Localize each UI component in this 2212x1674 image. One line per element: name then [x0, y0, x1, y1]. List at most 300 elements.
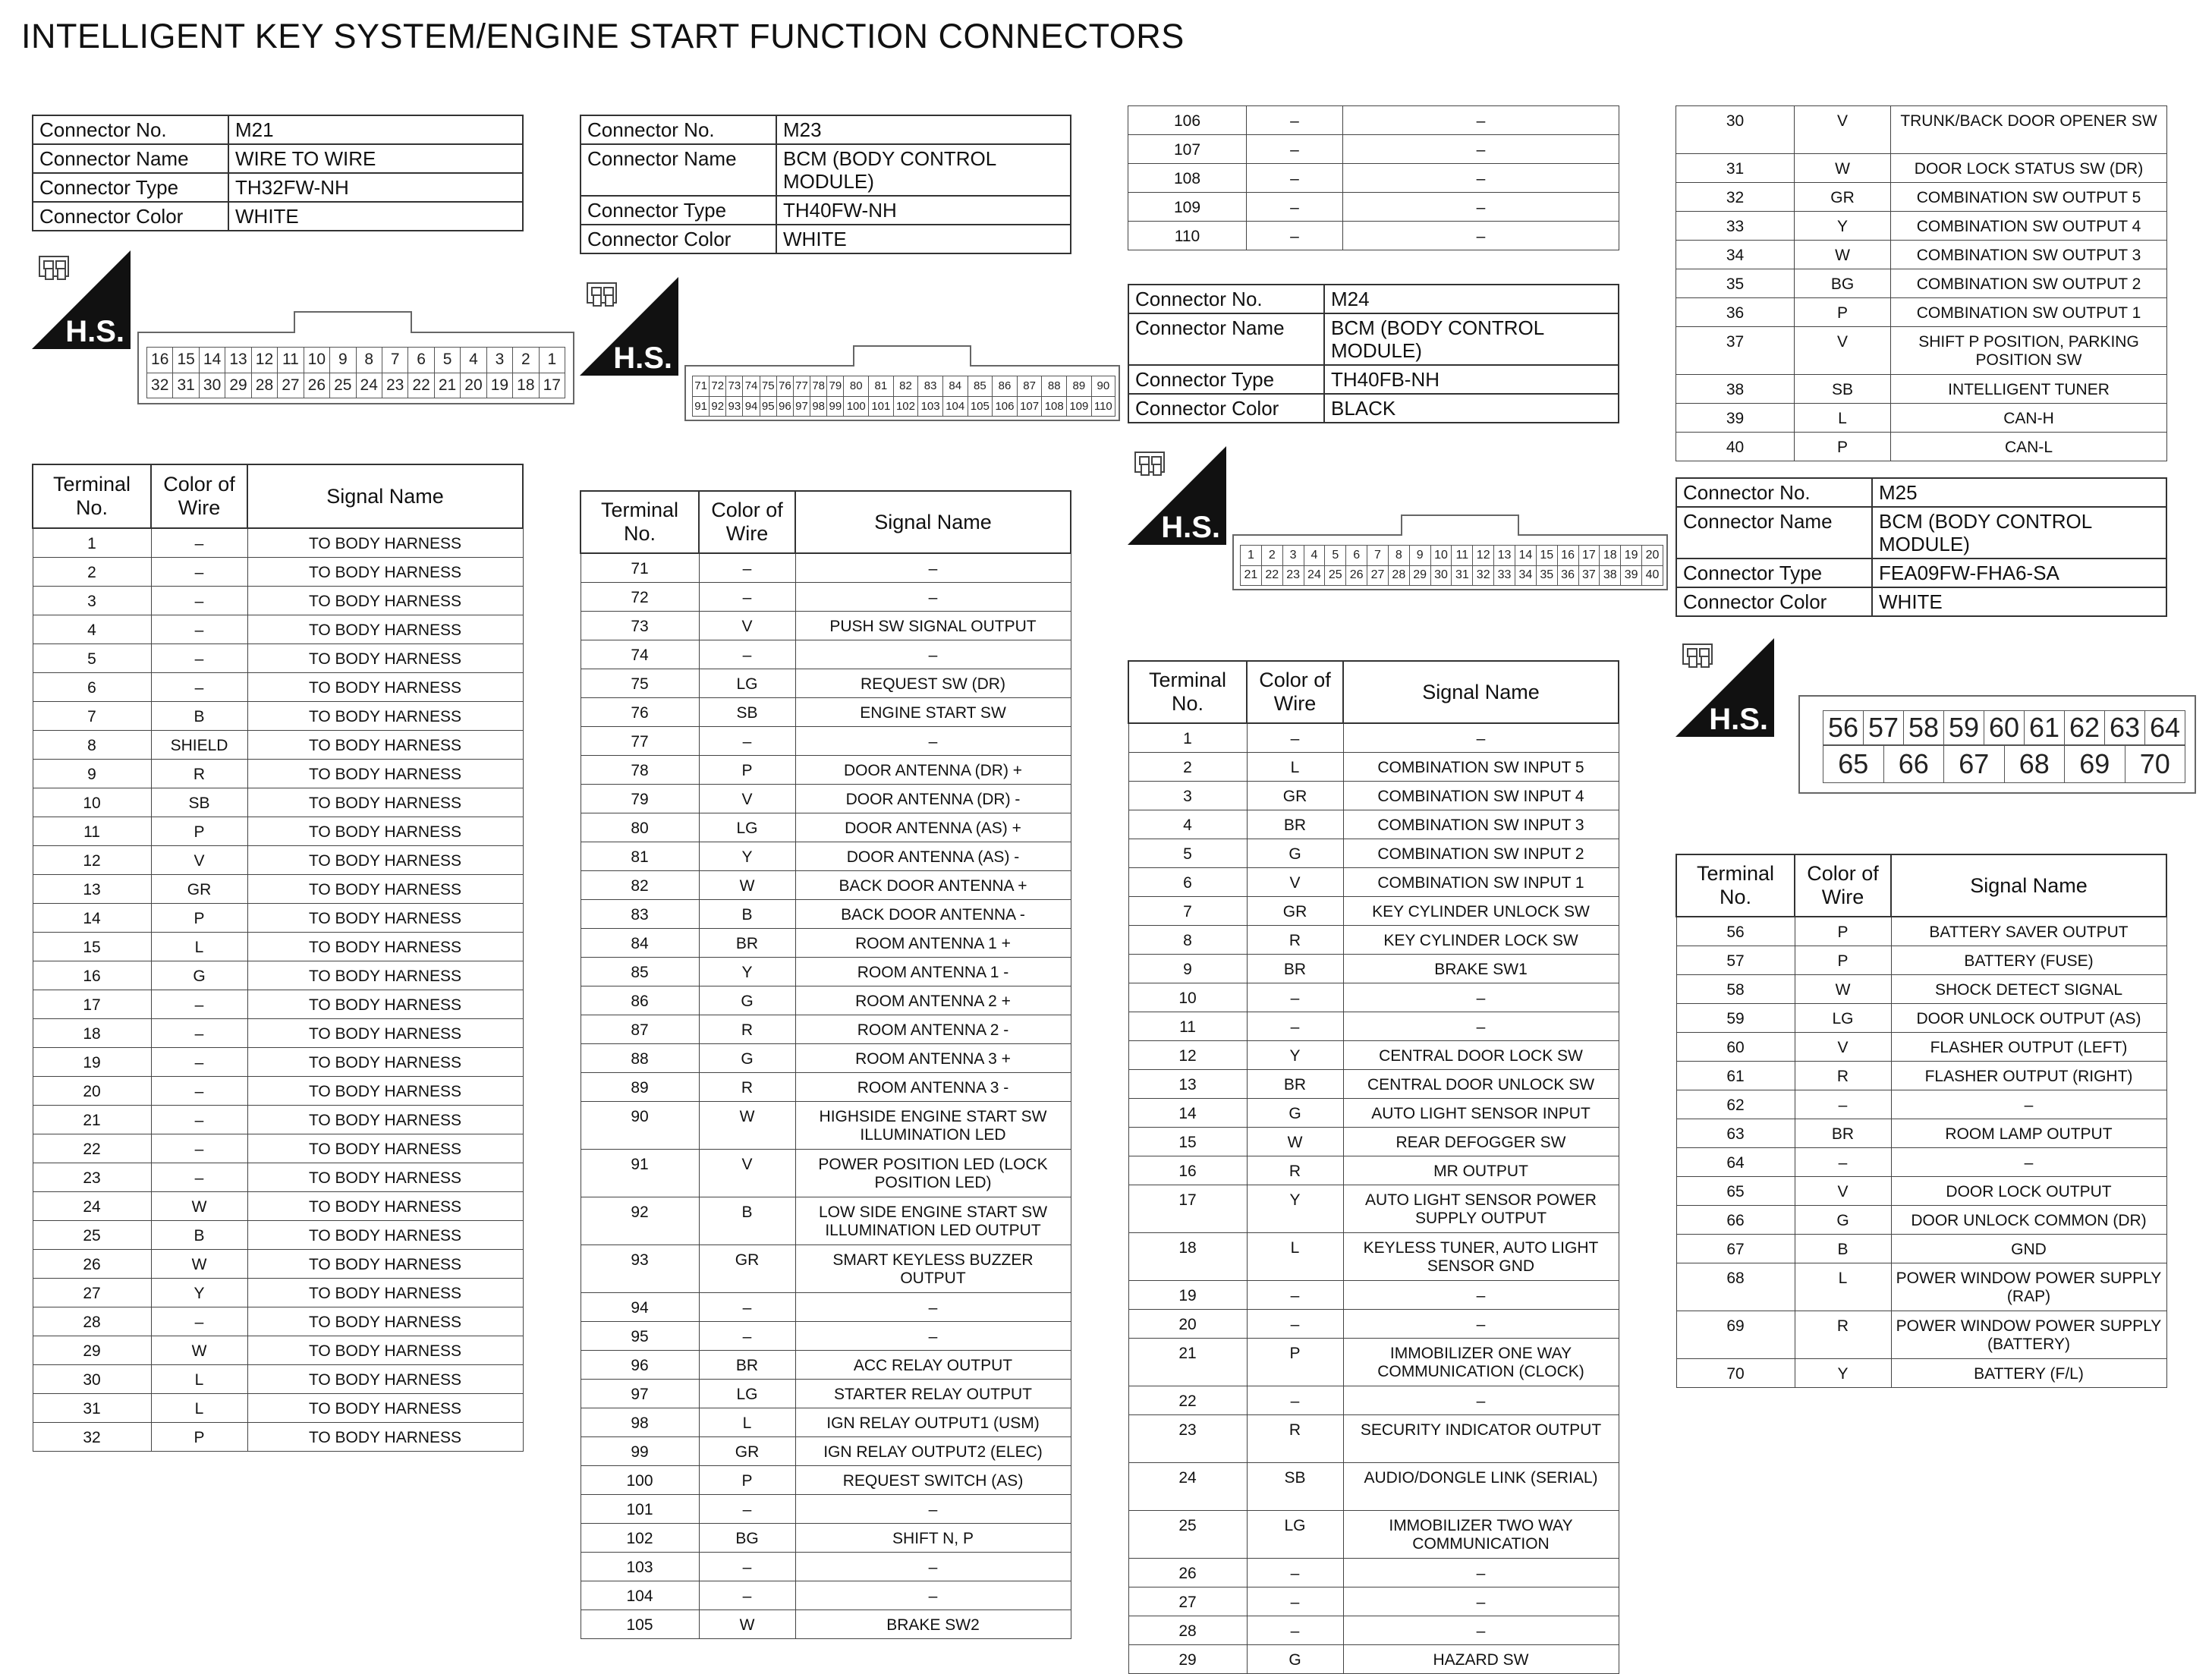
table-row	[33, 1134, 523, 1163]
signal-name-cell: TO BODY HARNESS	[247, 1393, 523, 1422]
signal-name-cell: KEYLESS TUNER, AUTO LIGHT SENSOR GND	[1343, 1232, 1619, 1280]
terminal-no-cell: 92	[581, 1197, 699, 1244]
wire-color-cell: V	[151, 845, 247, 874]
signal-name-cell: TO BODY HARNESS	[247, 1307, 523, 1336]
table-row	[581, 726, 1071, 755]
terminal-no-cell: 97	[581, 1379, 699, 1408]
table-row	[1676, 298, 2167, 327]
signal-name-cell: –	[1891, 1090, 2166, 1119]
terminal-no-cell: 105	[581, 1609, 699, 1638]
pin-cell: 26	[304, 373, 329, 398]
signal-name-cell: COMBINATION SW OUTPUT 2	[1891, 269, 2167, 298]
pin-cell: 71	[693, 376, 710, 397]
terminal-no-cell: 12	[33, 845, 151, 874]
table-row	[581, 611, 1071, 640]
wire-color-cell: BR	[699, 1350, 795, 1379]
pin-cell: 106	[993, 396, 1018, 417]
terminal-no-cell: 70	[1676, 1358, 1795, 1387]
connector-type-value: TH32FW-NH	[228, 173, 523, 202]
signal-name-cell: GND	[1891, 1234, 2166, 1263]
pin-cell: 101	[869, 396, 894, 417]
wire-color-cell: G	[1247, 839, 1343, 867]
terminal-no-cell: 1	[33, 528, 151, 557]
header-terminal-no: Terminal No.	[33, 464, 151, 528]
terminal-no-cell: 84	[581, 928, 699, 957]
label-connector-type: Connector Type	[581, 196, 776, 225]
signal-name-cell: CAN-H	[1891, 404, 2167, 433]
wire-color-cell: –	[151, 586, 247, 615]
signal-name-cell: TO BODY HARNESS	[247, 1220, 523, 1249]
signal-name-cell: TO BODY HARNESS	[247, 586, 523, 615]
wire-color-cell: –	[151, 1163, 247, 1191]
terminal-no-cell: 98	[581, 1408, 699, 1436]
signal-name-cell: DOOR ANTENNA (AS) -	[795, 842, 1071, 870]
pin-cell: 70	[2125, 746, 2185, 783]
terminal-no-cell: 65	[1676, 1176, 1795, 1205]
table-row	[33, 1163, 523, 1191]
signal-name-cell: –	[1343, 135, 1619, 164]
connector-type-value: TH40FB-NH	[1324, 365, 1619, 394]
table-row	[33, 845, 523, 874]
table-row	[1128, 1156, 1619, 1185]
terminal-no-cell: 17	[33, 990, 151, 1018]
signal-name-cell: SECURITY INDICATOR OUTPUT	[1343, 1414, 1619, 1462]
table-row	[1676, 917, 2166, 946]
terminal-no-cell: 10	[1128, 983, 1247, 1012]
signal-name-cell: COMBINATION SW OUTPUT 4	[1891, 212, 2167, 241]
wire-color-cell: –	[1247, 193, 1343, 222]
pin-grid	[692, 376, 1115, 417]
signal-name-cell: –	[795, 726, 1071, 755]
terminal-no-cell: 103	[581, 1552, 699, 1581]
terminal-no-cell: 94	[581, 1292, 699, 1321]
terminal-no-cell: 7	[1128, 896, 1247, 925]
wire-color-cell: R	[1247, 925, 1343, 954]
pin-cell: 56	[1823, 711, 1864, 745]
pin-cell: 28	[1388, 565, 1409, 586]
terminal-no-cell: 78	[581, 755, 699, 784]
pin-cell: 18	[513, 373, 539, 398]
table-row	[33, 1307, 523, 1336]
connector-color-value: BLACK	[1324, 394, 1619, 423]
terminal-no-cell: 25	[33, 1220, 151, 1249]
pin-grid-bottom	[1823, 745, 2185, 783]
wire-table-m24-cont	[1676, 105, 2167, 461]
wire-color-cell: P	[1795, 298, 1891, 327]
pin-cell: 6	[1346, 546, 1367, 566]
signal-name-cell: TO BODY HARNESS	[247, 874, 523, 903]
pin-cell: 20	[1642, 546, 1663, 566]
pin-cell: 96	[776, 396, 793, 417]
pin-cell: 62	[2065, 711, 2105, 745]
pin-grid	[1240, 545, 1663, 586]
header-signal-name: Signal Name	[1343, 661, 1619, 723]
signal-name-cell: –	[1343, 1386, 1619, 1414]
terminal-no-cell: 11	[1128, 1012, 1247, 1040]
signal-name-cell: TO BODY HARNESS	[247, 1364, 523, 1393]
wire-color-cell: P	[1795, 946, 1891, 974]
connector-info-m23	[580, 115, 1071, 254]
terminal-no-cell: 100	[581, 1465, 699, 1494]
table-row	[1128, 135, 1619, 164]
table-row	[33, 903, 523, 932]
terminal-no-cell: 26	[1128, 1558, 1247, 1587]
table-row	[33, 1249, 523, 1278]
signal-name-cell: BACK DOOR ANTENNA +	[795, 870, 1071, 899]
wire-color-cell: R	[1247, 1156, 1343, 1185]
connector-no-value: M24	[1324, 285, 1619, 313]
terminal-no-cell: 37	[1676, 327, 1795, 375]
signal-name-cell: TO BODY HARNESS	[247, 1191, 523, 1220]
table-row	[581, 1015, 1071, 1043]
table-row	[1128, 1462, 1619, 1510]
pin-cell: 4	[1304, 546, 1325, 566]
signal-name-cell: PUSH SW SIGNAL OUTPUT	[795, 611, 1071, 640]
wire-color-cell: R	[699, 1072, 795, 1101]
terminal-no-cell: 3	[33, 586, 151, 615]
pin-cell: 35	[1536, 565, 1557, 586]
terminal-no-cell: 99	[581, 1436, 699, 1465]
signal-name-cell: ACC RELAY OUTPUT	[795, 1350, 1071, 1379]
wire-color-cell: P	[1795, 917, 1891, 946]
label-connector-no: Connector No.	[581, 115, 776, 144]
table-row	[1128, 1644, 1619, 1673]
wire-color-cell: –	[1795, 1090, 1891, 1119]
terminal-no-cell: 33	[1676, 212, 1795, 241]
table-row	[1128, 1587, 1619, 1616]
wire-color-cell: –	[1247, 222, 1343, 250]
table-row	[1128, 1012, 1619, 1040]
wire-color-cell: –	[1247, 1309, 1343, 1338]
wire-color-cell: –	[699, 1321, 795, 1350]
pin-cell: 28	[251, 373, 277, 398]
header-signal-name: Signal Name	[247, 464, 523, 528]
pin-cell: 87	[1017, 376, 1042, 397]
wire-color-cell: W	[1795, 241, 1891, 269]
table-row	[581, 784, 1071, 813]
wire-color-cell: –	[1247, 723, 1343, 752]
table-row	[1128, 1386, 1619, 1414]
signal-name-cell: –	[1343, 193, 1619, 222]
header-terminal-no: Terminal No.	[1128, 661, 1247, 723]
table-row	[33, 1393, 523, 1422]
table-row	[581, 640, 1071, 669]
pin-cell: 100	[844, 396, 869, 417]
signal-name-cell: IGN RELAY OUTPUT2 (ELEC)	[795, 1436, 1071, 1465]
signal-name-cell: COMBINATION SW OUTPUT 5	[1891, 183, 2167, 212]
terminal-no-cell: 7	[33, 701, 151, 730]
signal-name-cell: POWER WINDOW POWER SUPPLY (BATTERY)	[1891, 1311, 2166, 1358]
terminal-no-cell: 8	[33, 730, 151, 759]
wire-color-cell: R	[1247, 1414, 1343, 1462]
pin-cell: 94	[743, 396, 760, 417]
wire-color-cell: GR	[1795, 183, 1891, 212]
table-row	[33, 990, 523, 1018]
signal-name-cell: TO BODY HARNESS	[247, 1163, 523, 1191]
signal-name-cell: –	[1343, 1616, 1619, 1644]
table-row	[33, 961, 523, 990]
wire-color-cell: Y	[699, 957, 795, 986]
wire-color-cell: V	[1795, 106, 1891, 154]
terminal-no-cell: 16	[1128, 1156, 1247, 1185]
wire-color-cell: BR	[1247, 1069, 1343, 1098]
signal-name-cell: ROOM LAMP OUTPUT	[1891, 1119, 2166, 1147]
terminal-no-cell: 15	[33, 932, 151, 961]
signal-name-cell: –	[795, 1292, 1071, 1321]
signal-name-cell: –	[1343, 222, 1619, 250]
table-row	[1676, 1234, 2166, 1263]
wire-color-cell: SHIELD	[151, 730, 247, 759]
terminal-no-cell: 104	[581, 1581, 699, 1609]
pin-cell: 61	[2025, 711, 2065, 745]
table-row	[581, 697, 1071, 726]
table-row	[33, 1018, 523, 1047]
terminal-no-cell: 18	[33, 1018, 151, 1047]
signal-name-cell: DOOR LOCK OUTPUT	[1891, 1176, 2166, 1205]
wire-color-cell: GR	[699, 1436, 795, 1465]
signal-name-cell: TO BODY HARNESS	[247, 615, 523, 643]
wire-color-cell: V	[1795, 1032, 1891, 1061]
pin-cell: 11	[278, 348, 304, 373]
wire-color-cell: BR	[1247, 954, 1343, 983]
wire-color-cell: SB	[151, 788, 247, 817]
table-row	[1128, 954, 1619, 983]
terminal-no-cell: 83	[581, 899, 699, 928]
terminal-no-cell: 11	[33, 817, 151, 845]
terminal-no-cell: 72	[581, 582, 699, 611]
table-row	[1676, 1119, 2166, 1147]
pin-cell: 13	[1494, 546, 1515, 566]
table-row	[33, 932, 523, 961]
signal-name-cell: AUDIO/DONGLE LINK (SERIAL)	[1343, 1462, 1619, 1510]
table-row	[1128, 983, 1619, 1012]
pin-cell: 19	[486, 373, 512, 398]
pin-cell: 16	[147, 348, 173, 373]
pin-cell: 67	[1944, 746, 2005, 783]
pin-cell: 24	[356, 373, 382, 398]
terminal-no-cell: 86	[581, 986, 699, 1015]
table-row	[581, 813, 1071, 842]
terminal-no-cell: 26	[33, 1249, 151, 1278]
table-row	[1676, 1090, 2166, 1119]
signal-name-cell: –	[1343, 1558, 1619, 1587]
table-row	[1676, 974, 2166, 1003]
wire-color-cell: Y	[1247, 1185, 1343, 1232]
signal-name-cell: REQUEST SWITCH (AS)	[795, 1465, 1071, 1494]
pin-row-bottom	[1823, 746, 2185, 783]
terminal-no-cell: 77	[581, 726, 699, 755]
terminal-no-cell: 16	[33, 961, 151, 990]
pin-cell: 73	[726, 376, 743, 397]
pin-cell: 89	[1067, 376, 1092, 397]
wire-color-cell: Y	[151, 1278, 247, 1307]
pin-cell: 83	[918, 376, 943, 397]
connector-face-m21	[137, 332, 574, 404]
signal-name-cell: TO BODY HARNESS	[247, 643, 523, 672]
signal-name-cell: ROOM ANTENNA 3 -	[795, 1072, 1071, 1101]
pin-row-bottom	[1241, 565, 1663, 586]
terminal-no-cell: 66	[1676, 1205, 1795, 1234]
pin-cell: 37	[1578, 565, 1600, 586]
signal-name-cell: ENGINE START SW	[795, 697, 1071, 726]
pin-cell: 1	[1241, 546, 1262, 566]
label-connector-name: Connector Name	[1128, 313, 1324, 365]
table-row	[1128, 1338, 1619, 1386]
signal-name-cell: COMBINATION SW INPUT 5	[1343, 752, 1619, 781]
terminal-no-cell: 21	[33, 1105, 151, 1134]
signal-name-cell: IMMOBILIZER TWO WAY COMMUNICATION	[1343, 1510, 1619, 1558]
terminal-no-cell: 24	[1128, 1462, 1247, 1510]
table-row	[1676, 212, 2167, 241]
signal-name-cell: –	[1891, 1147, 2166, 1176]
table-row	[33, 759, 523, 788]
terminal-no-cell: 6	[33, 672, 151, 701]
pin-row-top	[1823, 711, 2185, 745]
signal-name-cell: TRUNK/BACK DOOR OPENER SW	[1891, 106, 2167, 154]
connector-no-value: M21	[228, 115, 523, 144]
signal-name-cell: INTELLIGENT TUNER	[1891, 375, 2167, 404]
header-signal-name: Signal Name	[795, 491, 1071, 553]
header-wire-color: Color of Wire	[1795, 854, 1891, 917]
wire-color-cell: B	[151, 701, 247, 730]
terminal-no-cell: 13	[33, 874, 151, 903]
terminal-no-cell: 22	[1128, 1386, 1247, 1414]
table-row	[33, 1191, 523, 1220]
signal-name-cell: BRAKE SW1	[1343, 954, 1619, 983]
table-row	[1676, 106, 2167, 154]
terminal-no-cell: 14	[1128, 1098, 1247, 1127]
wire-color-cell: W	[1247, 1127, 1343, 1156]
table-row	[1128, 810, 1619, 839]
signal-name-cell: POWER POSITION LED (LOCK POSITION LED)	[795, 1149, 1071, 1197]
pin-cell: 29	[225, 373, 251, 398]
table-row	[33, 730, 523, 759]
signal-name-cell: –	[795, 640, 1071, 669]
signal-name-cell: REQUEST SW (DR)	[795, 669, 1071, 697]
signal-name-cell: AUTO LIGHT SENSOR POWER SUPPLY OUTPUT	[1343, 1185, 1619, 1232]
wire-color-cell: G	[699, 1043, 795, 1072]
wire-color-cell: –	[699, 1292, 795, 1321]
pin-cell: 80	[844, 376, 869, 397]
wire-color-cell: R	[151, 759, 247, 788]
pin-cell: 25	[330, 373, 356, 398]
connector-latch	[1401, 514, 1519, 536]
pin-cell: 74	[743, 376, 760, 397]
signal-name-cell: TO BODY HARNESS	[247, 557, 523, 586]
terminal-no-cell: 17	[1128, 1185, 1247, 1232]
pin-cell: 81	[869, 376, 894, 397]
pin-cell: 16	[1557, 546, 1578, 566]
pin-row-top	[693, 376, 1115, 397]
table-row	[1128, 781, 1619, 810]
terminal-no-cell: 35	[1676, 269, 1795, 298]
wire-color-cell: GR	[1247, 781, 1343, 810]
terminal-no-cell: 27	[33, 1278, 151, 1307]
signal-name-cell: BATTERY SAVER OUTPUT	[1891, 917, 2166, 946]
signal-name-cell: FLASHER OUTPUT (RIGHT)	[1891, 1061, 2166, 1090]
pin-cell: 90	[1091, 376, 1115, 397]
wire-color-cell: L	[151, 932, 247, 961]
pin-cell: 23	[382, 373, 407, 398]
pin-cell: 95	[760, 396, 776, 417]
pin-cell: 22	[1261, 565, 1282, 586]
wire-color-cell: –	[1795, 1147, 1891, 1176]
pin-cell: 8	[1388, 546, 1409, 566]
wire-color-cell: L	[151, 1364, 247, 1393]
terminal-no-cell: 40	[1676, 433, 1795, 461]
table-row	[1676, 1263, 2166, 1311]
terminal-no-cell: 2	[1128, 752, 1247, 781]
label-connector-type: Connector Type	[1676, 559, 1872, 587]
wire-color-cell: G	[1795, 1205, 1891, 1234]
signal-name-cell: –	[795, 1321, 1071, 1350]
wire-color-cell: W	[699, 1101, 795, 1149]
table-row	[581, 1321, 1071, 1350]
pin-cell: 64	[2145, 711, 2185, 745]
wire-color-cell: Y	[699, 842, 795, 870]
pin-cell: 21	[1241, 565, 1262, 586]
pin-row-top	[147, 348, 565, 373]
terminal-no-cell: 74	[581, 640, 699, 669]
table-row	[1128, 1040, 1619, 1069]
connector-no-value: M25	[1872, 478, 2166, 507]
signal-name-cell: TO BODY HARNESS	[247, 961, 523, 990]
signal-name-cell: KEY CYLINDER UNLOCK SW	[1343, 896, 1619, 925]
header-wire-color: Color of Wire	[1247, 661, 1343, 723]
label-connector-color: Connector Color	[581, 225, 776, 253]
table-row	[1128, 723, 1619, 752]
wire-color-cell: –	[151, 557, 247, 586]
signal-name-cell: –	[795, 553, 1071, 582]
pin-cell: 63	[2105, 711, 2145, 745]
terminal-no-cell: 89	[581, 1072, 699, 1101]
label-connector-type: Connector Type	[1128, 365, 1324, 394]
table-row	[581, 1523, 1071, 1552]
signal-name-cell: –	[1343, 106, 1619, 135]
wire-color-cell: SB	[699, 697, 795, 726]
table-row	[33, 1076, 523, 1105]
wire-color-cell: V	[1247, 867, 1343, 896]
wire-color-cell: P	[151, 1422, 247, 1451]
wire-color-cell: R	[1795, 1311, 1891, 1358]
wire-color-cell: –	[151, 990, 247, 1018]
wire-color-cell: –	[699, 1494, 795, 1523]
wire-color-cell: B	[1795, 1234, 1891, 1263]
connector-name-value: BCM (BODY CONTROL MODULE)	[1872, 507, 2166, 559]
signal-name-cell: IMMOBILIZER ONE WAY COMMUNICATION (CLOCK)	[1343, 1338, 1619, 1386]
signal-name-cell: TO BODY HARNESS	[247, 759, 523, 788]
table-row	[581, 1350, 1071, 1379]
terminal-no-cell: 23	[1128, 1414, 1247, 1462]
terminal-no-cell: 58	[1676, 974, 1795, 1003]
connector-latch	[853, 345, 971, 367]
wire-color-cell: V	[699, 611, 795, 640]
wire-color-cell: –	[151, 1134, 247, 1163]
signal-name-cell: –	[1343, 1012, 1619, 1040]
terminal-no-cell: 12	[1128, 1040, 1247, 1069]
table-row	[1128, 896, 1619, 925]
pin-cell: 92	[710, 396, 726, 417]
wire-color-cell: –	[151, 1076, 247, 1105]
signal-name-cell: TO BODY HARNESS	[247, 1336, 523, 1364]
pin-cell: 32	[147, 373, 173, 398]
hs-label: H.S.	[65, 315, 124, 348]
pin-grid-top	[1823, 710, 2185, 745]
pin-cell: 17	[1578, 546, 1600, 566]
terminal-no-cell: 60	[1676, 1032, 1795, 1061]
wire-color-cell: –	[151, 528, 247, 557]
table-row	[33, 528, 523, 557]
